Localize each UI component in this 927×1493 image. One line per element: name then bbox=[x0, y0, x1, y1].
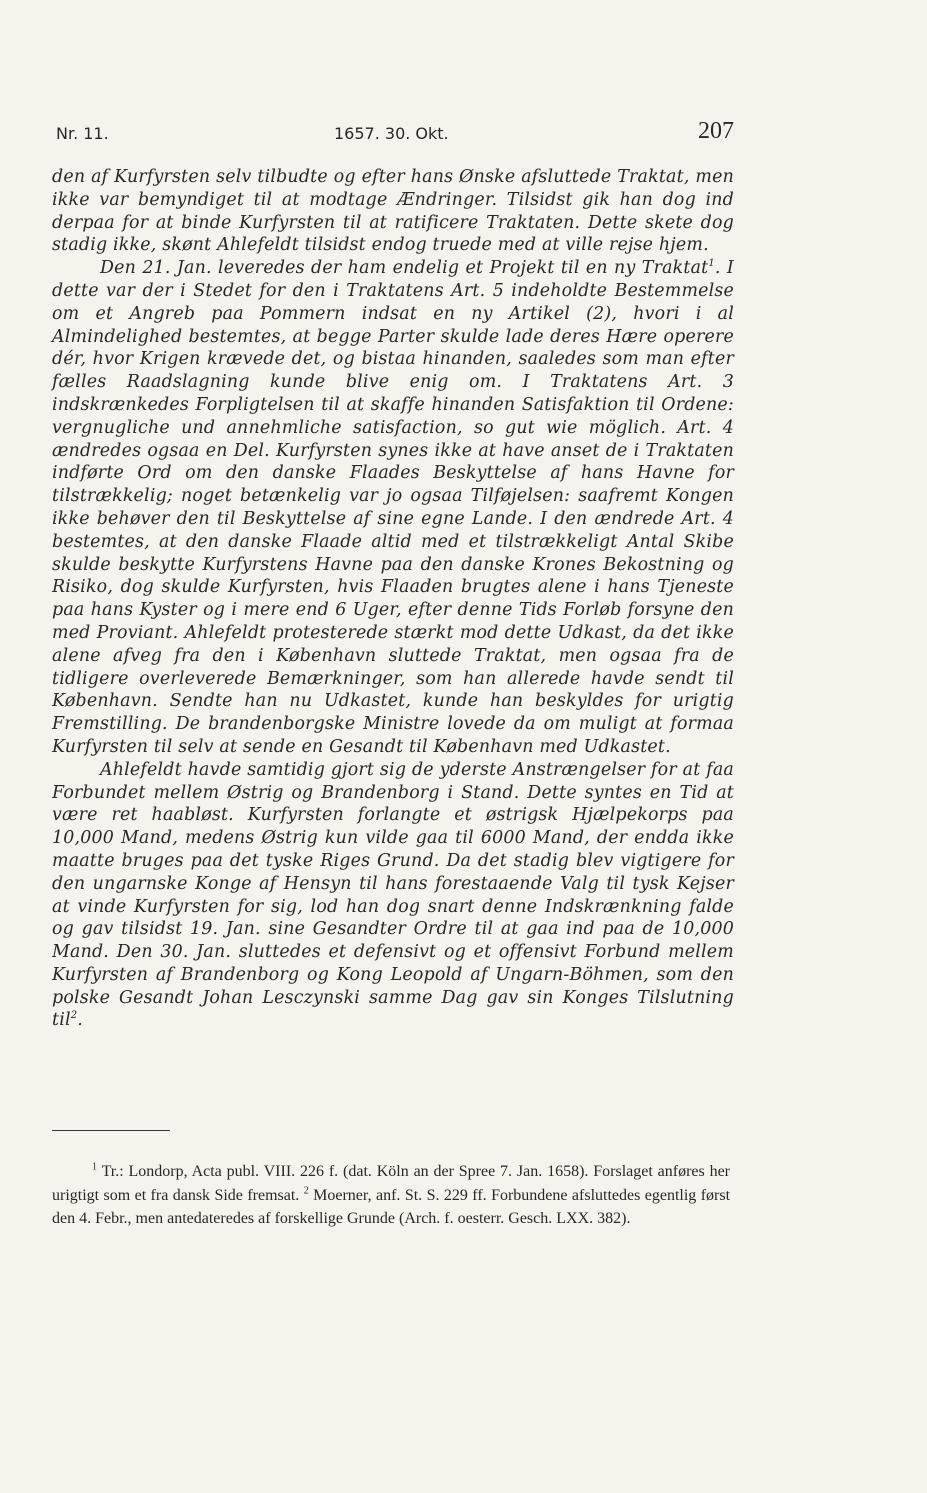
footnote bbox=[52, 1160, 730, 1231]
main-text bbox=[52, 166, 734, 1032]
footnotes bbox=[52, 1160, 730, 1231]
paragraph bbox=[52, 759, 734, 1033]
paragraph-text: den af Kurfyrsten selv tilbudte og efter hans Ønske afsluttede Traktat, men ikke var bemyndiget til at modtage Ændringer. Tilsidst gik han dog ind derpaa for at binde Kurfyrsten til at ratificere Traktaten. Dette skete dog stadig ikke, skønt Ahlefeldt tilsidst endog truede med at ville rejse hjem. bbox=[52, 167, 734, 256]
paragraph-text: Den 21. Jan. leveredes der ham endelig et Projekt til en ny Traktat bbox=[100, 258, 709, 279]
footnote-mark: 2 bbox=[303, 1185, 309, 1197]
paragraph-text: . I dette var der i Stedet for den i Traktatens Art. 5 indeholdte Bestemmelse om et Angreb paa Pommern indsat en ny Artikel (2), hvori i al Almindelighed bestemtes, at begge Parter skulde lade deres Hære operere dér, hvor Krigen krævede det, og bistaa hinanden, saaledes som man efter fælles Raadslagning kunde blive enig om. I Traktatens Art. 3 indskrænkedes Forpligtelsen til at skaffe hinanden Satisfaktion til Ordene: vergnugliche und annehmliche satisfaction, so gut wie möglich. Art. 4 ændredes ogsaa en Del. Kurfyrsten synes ikke at have anset de i Traktaten indførte Ord om den danske Flaades Beskyttelse af hans Havne for tilstrækkelig; noget betænkelig var jo ogsaa Tilføjelsen: saafremt Kongen ikke behøver den til Beskyttelse af sine egne Lande. I den ændrede Art. 4 bestemtes, at den danske Flaade altid med et tilstrækkeligt Antal Skibe skulde beskytte Kurfyrstens Havne paa den danske Krones Bekostning og Risiko, dog skulde Kurfyrsten, hvis Flaaden brugtes alene i hans Tjeneste paa hans Kyster og i mere end 6 Uger, efter denne Tids Forløb forsyne den med Proviant. Ahlefeldt protesterede stærkt mod dette Udkast, da det ikke alene afveg fra den i København sluttede Traktat, men ogsaa fra de tidligere overleverede Bemærkninger, som han allerede havde sendt til København. Sendte han nu Udkastet, kunde han beskyldes for urigtig Fremstilling. De brandenborgske Ministre lovede da om muligt at formaa Kurfyrsten til selv at sende en Gesandt til København med Udkastet. bbox=[52, 258, 734, 757]
page-number: 207 bbox=[698, 118, 734, 144]
footnote-text: Tr.: Londorp, Acta publ. VIII. 226 f. (dat. Köln an der Spree 7. Jan. 1658). Forslaget anføres her urigtigt som et fra dansk Side fremsat. bbox=[52, 1163, 730, 1204]
paragraph bbox=[52, 166, 734, 257]
running-header bbox=[56, 118, 734, 148]
footnote-reference: 2 bbox=[70, 1010, 78, 1022]
paragraph-text: Ahlefeldt havde samtidig gjort sig de yderste Anstrængelser for at faa Forbundet mellem Østrig og Brandenborg i Stand. Dette syntes en Tid at være ret haabløst. Kurfyrsten forlangte et østrigsk Hjælpekorps paa 10,000 Mand, medens Østrig kun vilde gaa til 6000 Mand, der endda ikke maatte bruges paa det tyske Riges Grund. Da det stadig blev vigtigere for den ungarnske Konge af Hensyn til hans forestaaende Valg til tysk Kejser at vinde Kurfyrsten for sig, lod han dog snart denne Indskrænkning falde og gav tilsidst 19. Jan. sine Gesandter Ordre til at gaa ind paa de 10,000 Mand. Den 30. Jan. sluttedes et defensivt og et offensivt Forbund mellem Kurfyrsten af Brandenborg og Kong Leopold af Ungarn-Böhmen, som den polske Gesandt Johan Lesczynski samme Dag gav sin Konges Tilslutning til bbox=[52, 759, 734, 1031]
footnote-divider bbox=[52, 1130, 170, 1131]
paragraph bbox=[52, 257, 734, 759]
footnote-text: Moerner, anf. St. S. 229 ff. Forbundene afsluttedes egentlig først den 4. Febr., men antedateredes af forskellige Grunde (Arch. f. oesterr. Gesch. LXX. 382). bbox=[52, 1186, 731, 1227]
issue-number: Nr. 11. bbox=[56, 124, 109, 143]
paragraph-text: . bbox=[77, 1010, 84, 1031]
footnote-mark: 1 bbox=[92, 1161, 97, 1173]
header-date: 1657. 30. Okt. bbox=[334, 124, 449, 143]
footnote-reference: 1 bbox=[708, 258, 715, 270]
